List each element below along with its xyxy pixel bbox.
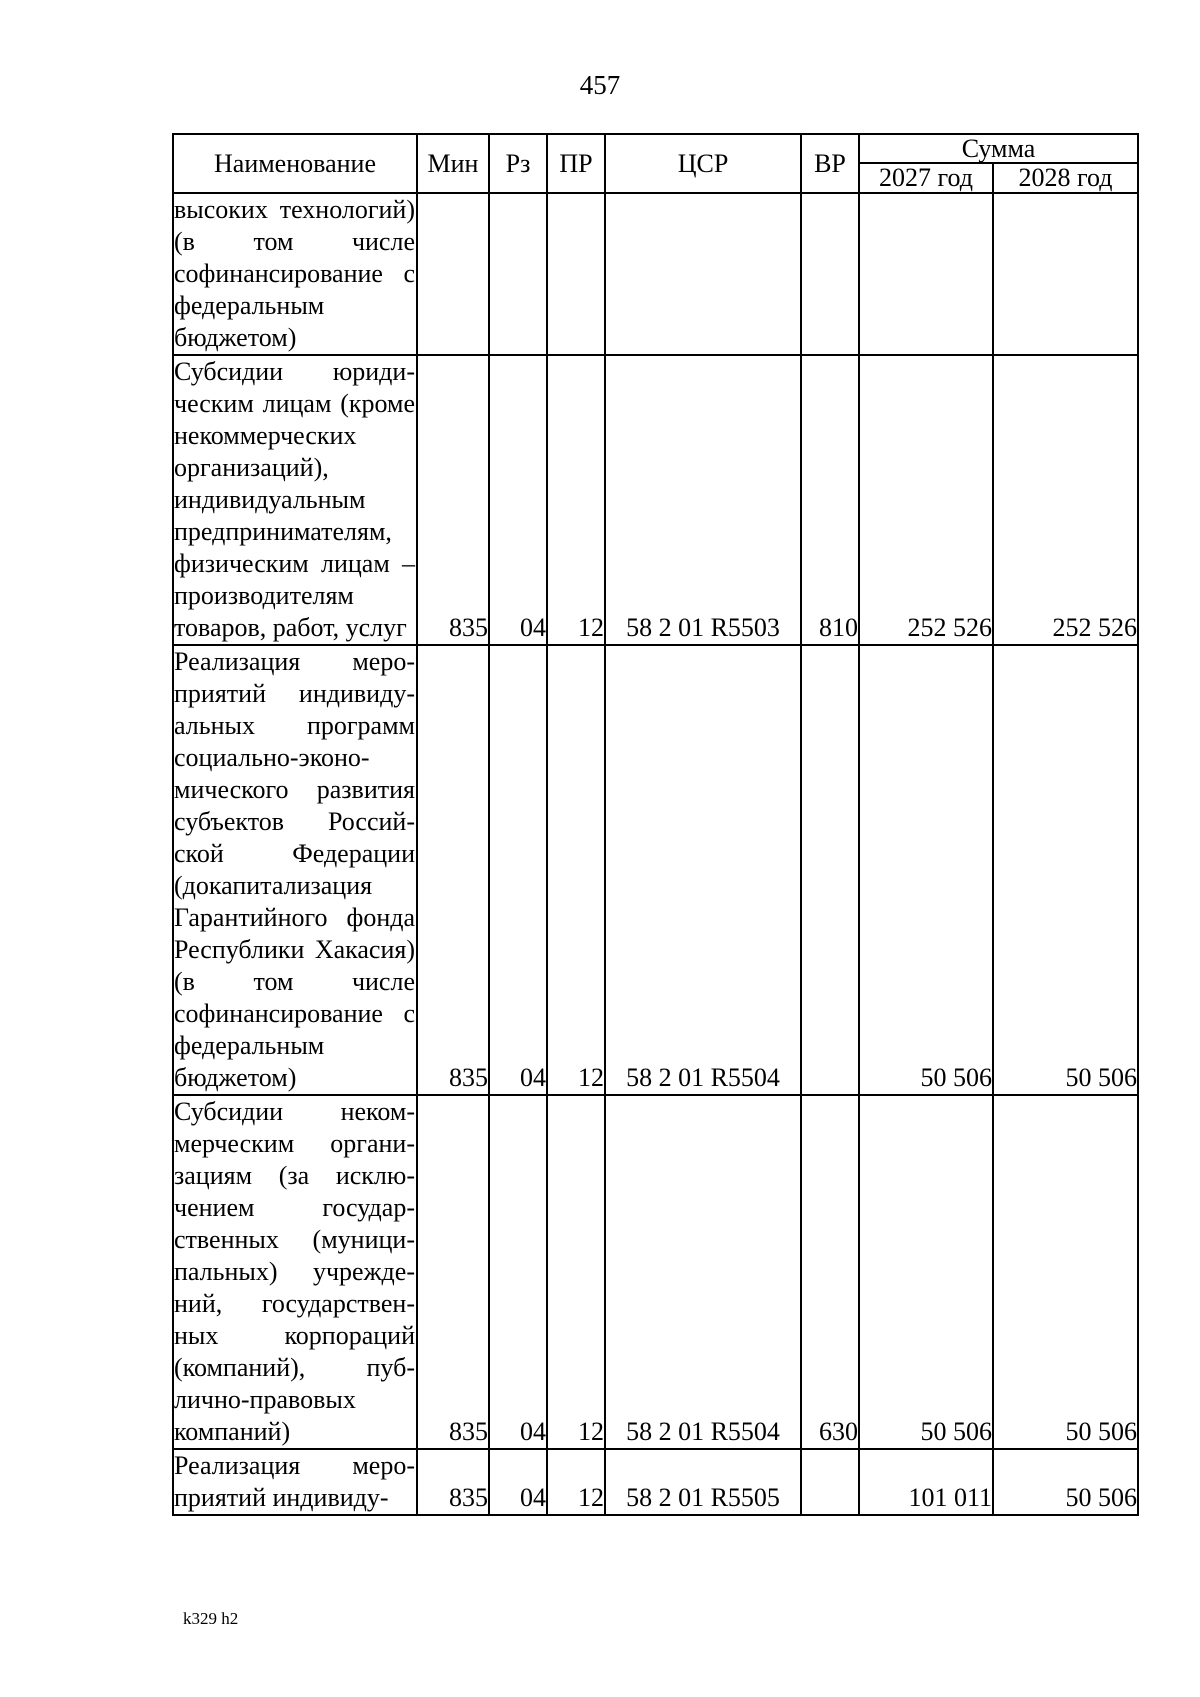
table-row	[173, 193, 1138, 355]
cell-sum-2027	[859, 193, 993, 355]
table-row	[173, 645, 1138, 1095]
cell-min	[417, 193, 489, 355]
cell-csr: 58 2 01 R5504	[605, 645, 801, 1095]
cell-csr: 58 2 01 R5505	[605, 1449, 801, 1515]
header-rz: Рз	[489, 134, 547, 193]
cell-min: 835	[417, 645, 489, 1095]
cell-csr: 58 2 01 R5504	[605, 1095, 801, 1449]
cell-sum-2027: 50 506	[859, 645, 993, 1095]
cell-min: 835	[417, 355, 489, 645]
cell-vr: 630	[801, 1095, 859, 1449]
cell-vr	[801, 645, 859, 1095]
budget-table	[172, 133, 1139, 1516]
cell-pr: 12	[547, 1449, 605, 1515]
cell-sum-2027: 50 506	[859, 1095, 993, 1449]
cell-csr: 58 2 01 R5503	[605, 355, 801, 645]
cell-pr: 12	[547, 1095, 605, 1449]
footer-code: k329 h2	[183, 1609, 239, 1628]
cell-rz: 04	[489, 645, 547, 1095]
cell-name: Реализация мероприятий индивидуальных программ социально-эконо-мического развития субъектов Российской Федерации (докапитализация Гарантийного фонда Республики Хакасия) (в том числе софинансирование с федеральным бюджетом)	[173, 645, 417, 1095]
cell-vr: 810	[801, 355, 859, 645]
table-body	[173, 193, 1138, 1515]
cell-vr	[801, 193, 859, 355]
cell-pr	[547, 193, 605, 355]
table-row	[173, 355, 1138, 645]
cell-sum-2028: 50 506	[993, 1095, 1138, 1449]
header-vr: ВР	[801, 134, 859, 193]
cell-rz: 04	[489, 1449, 547, 1515]
cell-rz	[489, 193, 547, 355]
cell-pr: 12	[547, 645, 605, 1095]
cell-name: Субсидии некоммерческим организациям (за исключением государственных (муниципальных) учреждений, государственных корпораций (компаний), публично-правовых компаний)	[173, 1095, 417, 1449]
header-year-2027: 2027 год	[859, 163, 993, 193]
cell-rz: 04	[489, 355, 547, 645]
cell-sum-2028: 252 526	[993, 355, 1138, 645]
cell-vr	[801, 1449, 859, 1515]
header-csr: ЦСР	[605, 134, 801, 193]
cell-sum-2027: 101 011	[859, 1449, 993, 1515]
cell-rz: 04	[489, 1095, 547, 1449]
header-name: Наименование	[173, 134, 417, 193]
table-row	[173, 1095, 1138, 1449]
header-pr: ПР	[547, 134, 605, 193]
cell-sum-2028: 50 506	[993, 645, 1138, 1095]
header-min: Мин	[417, 134, 489, 193]
cell-min: 835	[417, 1449, 489, 1515]
cell-csr	[605, 193, 801, 355]
cell-sum-2027: 252 526	[859, 355, 993, 645]
cell-sum-2028: 50 506	[993, 1449, 1138, 1515]
table-row	[173, 1449, 1138, 1515]
cell-sum-2028	[993, 193, 1138, 355]
header-year-2028: 2028 год	[993, 163, 1138, 193]
cell-name: Субсидии юридическим лицам (кроме некоммерческих организаций), индивидуальным предпринимателям, физическим лицам – производителям товаров, работ, услуг	[173, 355, 417, 645]
cell-pr: 12	[547, 355, 605, 645]
page-number: 457	[579, 70, 621, 100]
cell-name: высоких технологий) (в том числе софинансирование с федеральным бюджетом)	[173, 193, 417, 355]
header-sum: Сумма	[859, 134, 1138, 163]
cell-name: Реализация мероприятий индивиду-	[173, 1449, 417, 1515]
cell-min: 835	[417, 1095, 489, 1449]
